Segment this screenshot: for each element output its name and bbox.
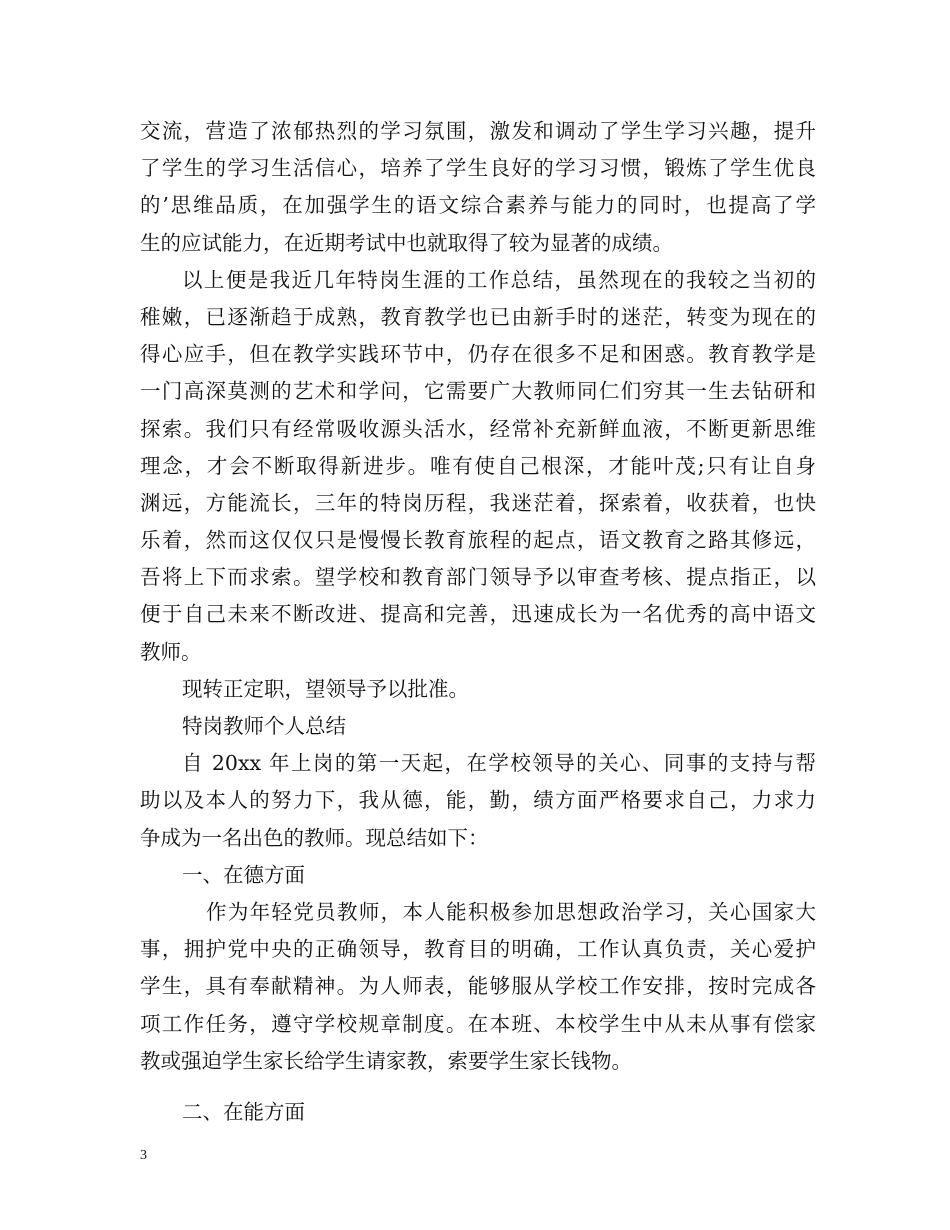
text-line: 乐着，然而这仅仅只是慢慢长教育旅程的起点，语文教育之路其修远， — [140, 528, 816, 553]
section-heading: 一、在德方面 — [182, 862, 305, 887]
text-line: 理念，才会不断取得新进步。唯有使自己根深，才能叶茂;只有让自身 — [140, 453, 816, 478]
text-line: 交流，营造了浓郁热烈的学习氛围，激发和调动了学生学习兴趣，提升 — [140, 119, 816, 143]
paragraph-line: 现转正定职，望领导予以批准。 — [182, 676, 469, 701]
text-line: 了学生的学习生活信心，培养了学生良好的学习习惯，锻炼了学生优良 — [140, 156, 816, 181]
text-line: 的’思维品质，在加强学生的语文综合素养与能力的同时，也提高了学 — [140, 193, 816, 218]
text-line: 教师。 — [140, 639, 202, 664]
paragraph-first-line: 以上便是我近几年特岗生涯的工作总结，虽然现在的我较之当初的 — [182, 267, 816, 292]
text-line: 一门高深莫测的艺术和学问，它需要广大教师同仁们穷其一生去钻研和 — [140, 379, 816, 404]
section-title: 特岗教师个人总结 — [182, 714, 346, 738]
text-line: 助以及本人的努力下，我从德，能，勤，绩方面严格要求自己，力求力 — [140, 788, 816, 813]
text-line: 渊远，方能流长，三年的特岗历程，我迷茫着，探索着，收获着，也快 — [140, 490, 816, 515]
text-line: 项工作任务，遵守学校规章制度。在本班、本校学生中从未从事有偿家 — [140, 1011, 816, 1036]
text-line: 事，拥护党中央的正确领导，教育目的明确，工作认真负责，关心爱护 — [140, 937, 816, 962]
text-line: 争成为一名出色的教师。现总结如下： — [140, 825, 489, 850]
page-number: 3 — [140, 1148, 147, 1163]
paragraph-first-line: 作为年轻党员教师，本人能积极参加思想政治学习，关心国家大 — [206, 899, 816, 924]
text-line: 探索。我们只有经常吸收源头活水，经常补充新鲜血液，不断更新思维 — [140, 416, 816, 441]
text-line: 教或强迫学生家长给学生请家教，索要学生家长钱物。 — [140, 1048, 632, 1073]
text-line: 吾将上下而求索。望学校和教育部门领导予以审查考核、提点指正，以 — [140, 565, 816, 590]
text-line: 生的应试能力，在近期考试中也就取得了较为显著的成绩。 — [140, 230, 673, 255]
text-line: 学生，具有奉献精神。为人师表，能够服从学校工作安排，按时完成各 — [140, 974, 816, 999]
text-line: 稚嫩，已逐渐趋于成熟，教育教学也已由新手时的迷茫，转变为现在的 — [140, 304, 816, 329]
paragraph-first-line: 自 20xx 年上岗的第一天起，在学校领导的关心、同事的支持与帮 — [182, 751, 816, 776]
text-line: 便于自己未来不断改进、提高和完善，迅速成长为一名优秀的高中语文 — [140, 602, 816, 627]
document-body — [140, 113, 816, 1131]
text-line: 得心应手，但在教学实践环节中，仍存在很多不足和困惑。教育教学是 — [140, 342, 816, 367]
section-heading: 二、在能方面 — [182, 1099, 305, 1124]
